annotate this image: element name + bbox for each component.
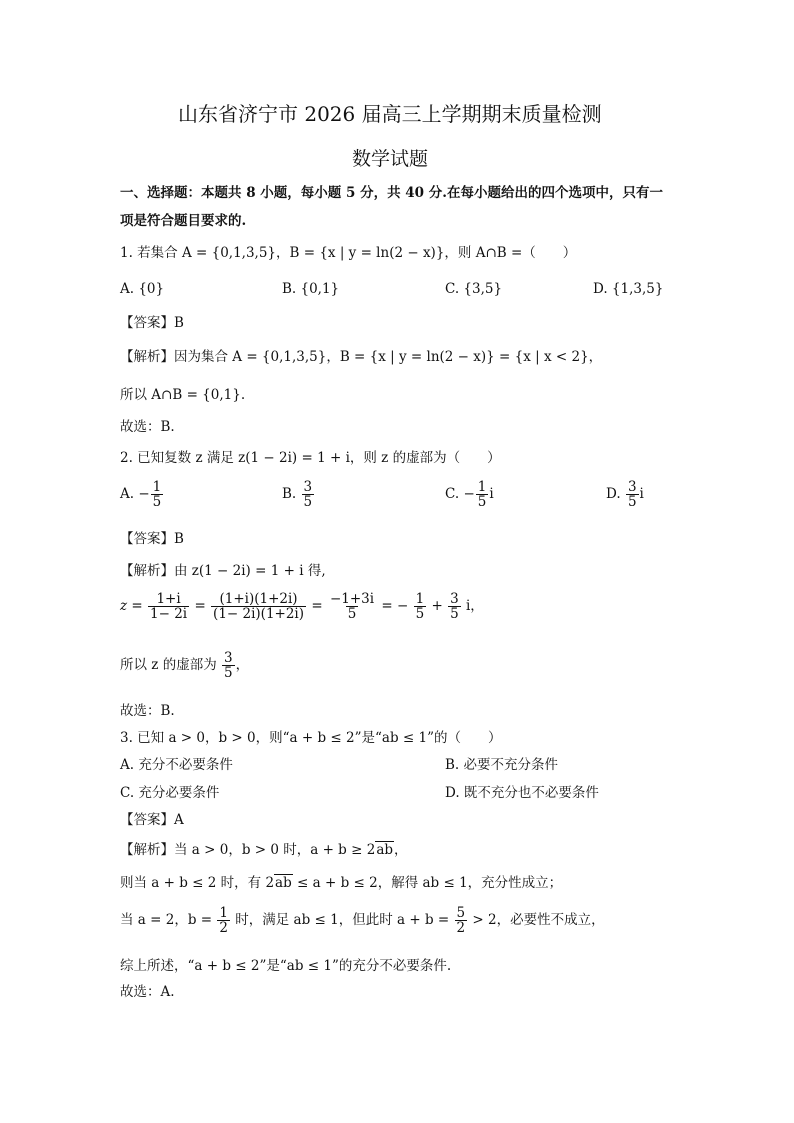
q2-eq-frac3-num: −1+3i bbox=[329, 591, 375, 607]
q2-option-c-label: C. bbox=[445, 486, 460, 503]
q3-analysis-line1: 【解析】当 a > 0，b > 0 时，a + b ≥ 2ab， bbox=[120, 842, 408, 858]
q2-imag-part: 所以 z 的虚部为 $\frac{3}{5}$ ， bbox=[120, 650, 250, 682]
q2-analysis-line1: 【解析】由 z(1 − 2i) = 1 + i 得, bbox=[120, 563, 326, 579]
q3-stem: 3. 已知 a > 0，b > 0，则“a + b ≤ 2”是“ab ≤ 1”的（ ） bbox=[120, 730, 502, 746]
section-heading-line1: 一、选择题：本题共 8 小题，每小题 5 分，共 40 分.在每小题给出的四个选项中，只有一 bbox=[120, 185, 663, 201]
q2-eq-frac4-num: 1 bbox=[415, 591, 425, 607]
q2-eq-frac4-den: 5 bbox=[415, 606, 425, 623]
q2-option-d-num: 3 bbox=[627, 479, 637, 495]
q2-option-c: C. − $\frac{1}{5}$ i bbox=[445, 479, 494, 511]
q3-conclusion: 故选：A. bbox=[120, 984, 175, 1000]
q2-imag-den: 5 bbox=[224, 665, 233, 682]
q3-analysis-line2 bbox=[120, 871, 562, 891]
q3-analysis3-pre: 当 a = 2，b = bbox=[120, 912, 213, 929]
q3-summary: 综上所述，“a + b ≤ 2”是“ab ≤ 1”的充分不必要条件. bbox=[120, 958, 452, 974]
q3-analysis3-post: > 2，必要性不成立， bbox=[472, 912, 605, 929]
q1-option-b: B. {0,1} bbox=[282, 281, 340, 297]
q1-analysis-line1: 【解析】因为集合 A = {0,1,3,5}，B = {x | y = ln(2 − x)} = {x | x < 2}， bbox=[120, 349, 603, 365]
q2-equation: z = $\frac{1+i}{1- 2i}$ = $\frac{(1+i)(1+2i)}{(1- 2i)(1+2i)}$ = $\frac{-1+3i}{5}$ = − $\frac{1}{5}$ + $\frac{3}{5}$ i， bbox=[120, 591, 484, 623]
q2-option-a-num: 1 bbox=[152, 479, 162, 495]
q1-conclusion: 故选：B. bbox=[120, 419, 175, 435]
page-title: 山东省济宁市 2026 届高三上学期期末质量检测 bbox=[178, 102, 602, 126]
q3-analysis1-pre: 【解析】当 a > 0，b > 0 时，a + b ≥ 2 bbox=[120, 842, 376, 858]
q2-eq-frac1-den: 1− 2i bbox=[150, 606, 188, 623]
q3-analysis2-post: ≤ a + b ≤ 2，解得 ab ≤ 1，充分性成立； bbox=[292, 875, 563, 891]
q2-eq-frac1-num: 1+i bbox=[156, 591, 181, 607]
q3-analysis1-sqrt: ab bbox=[376, 842, 394, 858]
q2-option-c-num: 1 bbox=[477, 479, 487, 495]
q2-option-b bbox=[282, 480, 315, 509]
q2-option-d: D. $\frac{3}{5}$ i bbox=[606, 479, 644, 511]
q2-imag-num: 3 bbox=[224, 650, 233, 666]
q3-option-d: D. 既不充分也不必要条件 bbox=[445, 785, 599, 801]
q2-eq-frac3-den: 5 bbox=[347, 606, 357, 623]
q3-analysis2-pre: 则当 a + b ≤ 2 时，有 2 bbox=[120, 875, 275, 891]
q2-option-b-num: 3 bbox=[303, 479, 313, 495]
q2-eq-frac5-den: 5 bbox=[450, 606, 459, 623]
q1-answer: 【答案】B bbox=[120, 315, 184, 331]
q2-stem: 2. 已知复数 z 满足 z(1 − 2i) = 1 + i，则 z 的虚部为（ ） bbox=[120, 450, 501, 466]
page-subtitle: 数学试题 bbox=[352, 148, 429, 170]
q1-option-d: D. {1,3,5} bbox=[593, 281, 664, 297]
q2-option-a-den: 5 bbox=[152, 494, 162, 511]
q2-conclusion: 故选：B. bbox=[120, 703, 175, 719]
q3-analysis-line3 bbox=[120, 906, 605, 935]
q2-answer: 【答案】B bbox=[120, 531, 184, 547]
q2-eq-frac5-num: 3 bbox=[450, 591, 459, 607]
q2-option-b-den: 5 bbox=[303, 494, 313, 511]
q3-analysis3-mid: 时，满足 ab ≤ 1，但此时 a + b = bbox=[235, 912, 450, 929]
q2-option-c-den: 5 bbox=[477, 494, 487, 511]
q3-analysis2-sqrt: ab bbox=[275, 875, 292, 891]
q2-eq-frac2-den: (1− 2i)(1+2i) bbox=[213, 606, 305, 623]
q2-imag-prefix: 所以 z 的虚部为 bbox=[120, 657, 217, 674]
q3-answer: 【答案】A bbox=[120, 812, 184, 828]
q1-stem: 1. 若集合 A = {0,1,3,5}，B = {x | y = ln(2 − x)}，则 A∩B =（ ） bbox=[120, 245, 577, 261]
q2-option-a-label: A. bbox=[120, 486, 135, 503]
q2-option-d-label: D. bbox=[606, 486, 621, 503]
q2-option-d-den: 5 bbox=[627, 494, 637, 511]
q3-analysis3-f1-num: 1 bbox=[219, 905, 228, 921]
q3-analysis3-f2-den: 2 bbox=[456, 920, 466, 937]
q2-option-b-label: B. bbox=[282, 486, 297, 503]
q3-analysis3-f2-num: 5 bbox=[456, 905, 466, 921]
q3-option-a: A. 充分不必要条件 bbox=[120, 757, 233, 773]
q3-option-c: C. 充分必要条件 bbox=[120, 785, 220, 801]
q2-option-a: A. − $\frac{1}{5}$ bbox=[120, 479, 162, 511]
q3-option-b: B. 必要不充分条件 bbox=[445, 757, 559, 773]
section-heading-line2: 项是符合题目要求的. bbox=[120, 213, 247, 229]
q2-eq-frac2-num: (1+i)(1+2i) bbox=[219, 591, 298, 607]
q3-analysis3-f1-den: 2 bbox=[219, 920, 228, 937]
q1-option-c: C. {3,5} bbox=[445, 281, 503, 297]
q1-analysis-line2: 所以 A∩B = {0,1}. bbox=[120, 387, 246, 403]
q1-option-a: A. {0} bbox=[120, 281, 165, 297]
